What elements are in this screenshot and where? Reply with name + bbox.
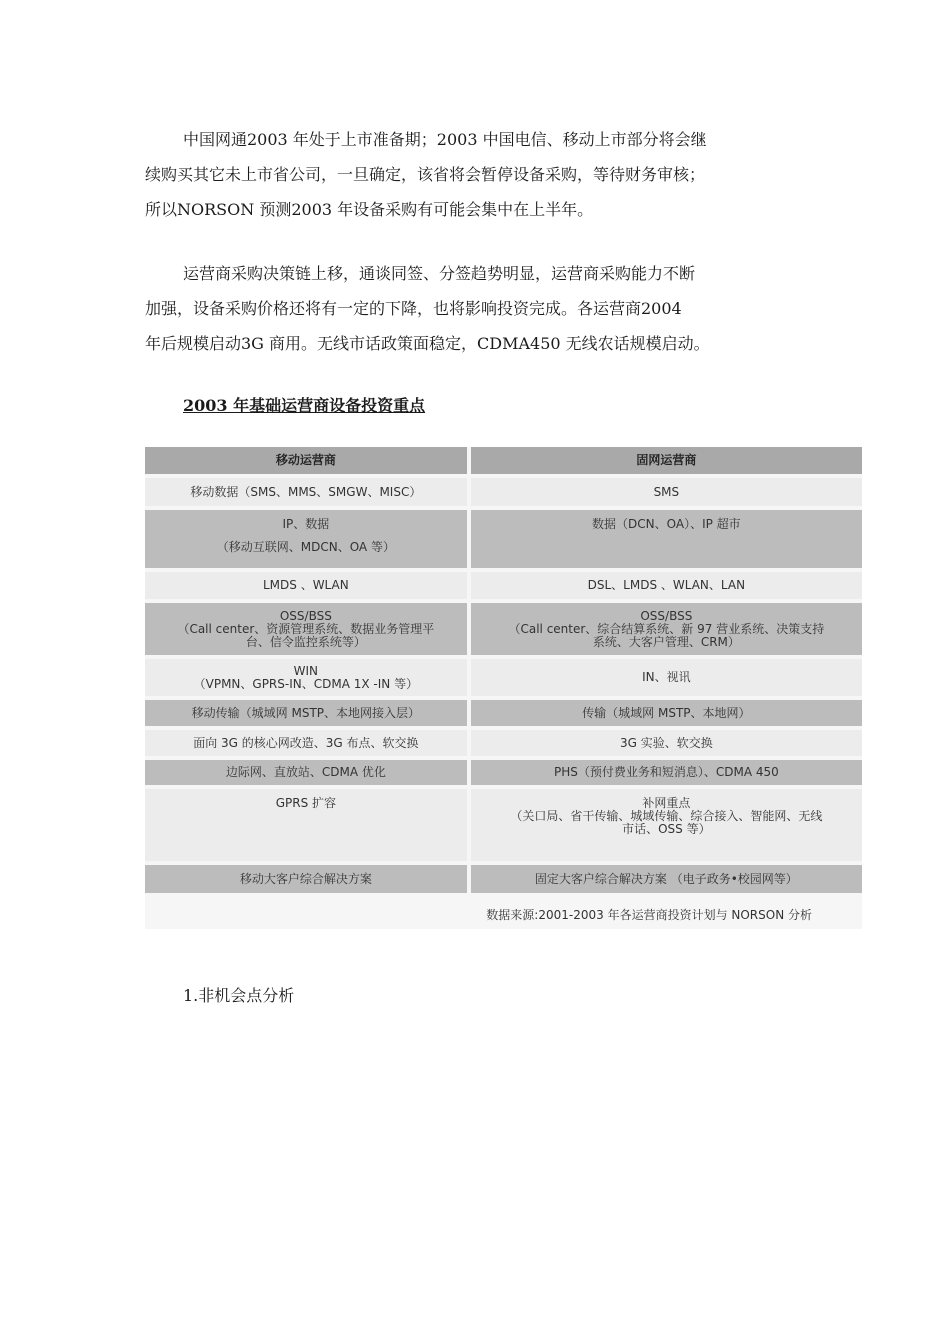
cell-line: 面向 3G 的核心网改造、3G 布点、软交换 <box>193 735 419 750</box>
paragraph-line: 中国网通2003 年处于上市准备期；2003 中国电信、移动上市部分将会继 <box>183 130 707 149</box>
table-row <box>145 730 862 756</box>
cell-fixed <box>471 510 862 568</box>
cell-mobile <box>145 789 471 861</box>
cell-fixed <box>471 603 862 655</box>
cell-fixed <box>471 760 862 785</box>
cell-line: 传输（城域网 MSTP、本地网） <box>582 705 751 720</box>
cell-line: （移动互联网、MDCN、OA 等） <box>216 540 395 554</box>
investment-table <box>145 443 862 897</box>
cell-line: （Call center、综合结算系统、新 97 营业系统、决策支持 <box>508 621 825 636</box>
section-heading: 1.非机会点分析 <box>183 986 295 1005</box>
table-row <box>145 603 862 655</box>
cell-line: OSS/BSS <box>640 608 693 623</box>
cell-mobile <box>145 478 471 506</box>
cell-mobile <box>145 760 471 785</box>
table-row <box>145 760 862 785</box>
cell-fixed <box>471 659 862 696</box>
cell-fixed <box>471 730 862 756</box>
paragraph-line: 续购买其它未上市省公司，一旦确定，该省将会暂停设备采购，等待财务审核； <box>145 165 706 184</box>
cell-line: 系统、大客户管理、CRM） <box>592 634 740 649</box>
cell-mobile <box>145 510 471 568</box>
table-title: 2003 年基础运营商设备投资重点 <box>183 396 426 415</box>
data-source-note: 数据来源:2001-2003 年各运营商投资计划与 NORSON 分析 <box>486 908 812 922</box>
table-row <box>145 659 862 696</box>
table-row <box>145 510 862 568</box>
cell-fixed <box>471 572 862 599</box>
paragraph-line: 所以NORSON 预测2003 年设备采购有可能会集中在上半年。 <box>145 200 594 219</box>
cell-mobile <box>145 659 471 696</box>
cell-line: （VPMN、GPRS-IN、CDMA 1X -IN 等） <box>193 676 419 691</box>
table-row <box>145 572 862 599</box>
cell-line: DSL、LMDS 、WLAN、LAN <box>587 578 746 592</box>
table-header-row <box>145 447 862 474</box>
cell-line: 3G 实验、软交换 <box>619 735 713 750</box>
cell-line: 固定大客户综合解决方案 （电子政务•校园网等） <box>534 871 798 886</box>
cell-line: OSS/BSS <box>279 608 332 623</box>
header-fixed-operator: 固网运营商 <box>471 447 862 474</box>
cell-line: 边际网、直放站、CDMA 优化 <box>225 765 386 779</box>
paragraph-line: 运营商采购决策链上移，通谈同签、分签趋势明显，运营商采购能力不断 <box>183 264 696 283</box>
cell-line: 市话、OSS 等） <box>622 822 711 836</box>
cell-line: GPRS 扩容 <box>275 796 337 810</box>
paragraph-line: 年后规模启动3G 商用。无线市话政策面稳定，CDMA450 无线农话规模启动。 <box>145 334 710 353</box>
cell-line: 补网重点 <box>642 796 691 810</box>
paragraph-line: 加强，设备采购价格还将有一定的下降，也将影响投资完成。各运营商2004 <box>145 299 682 318</box>
cell-mobile <box>145 572 471 599</box>
paragraph-listing-schedule <box>145 122 810 227</box>
cell-line: SMS <box>653 484 680 499</box>
table-body <box>145 478 862 893</box>
cell-fixed <box>471 865 862 893</box>
table-row <box>145 700 862 726</box>
cell-line: LMDS 、WLAN <box>262 578 349 592</box>
cell-line: WIN <box>293 663 319 678</box>
cell-line: PHS（预付费业务和短消息）、CDMA 450 <box>553 765 779 779</box>
cell-mobile <box>145 730 471 756</box>
table-row <box>145 478 862 506</box>
cell-line: 移动大客户综合解决方案 <box>239 871 372 886</box>
cell-line: 台、信令监控系统等） <box>245 634 366 649</box>
cell-line: IN、视讯 <box>642 670 691 684</box>
investment-table-figure <box>145 447 862 929</box>
paragraph-procurement-trend <box>145 256 810 361</box>
cell-line: 移动传输（城域网 MSTP、本地网接入层） <box>191 705 421 720</box>
cell-mobile <box>145 865 471 893</box>
table-row <box>145 865 862 893</box>
cell-fixed <box>471 478 862 506</box>
cell-line: 数据（DCN、OA）、IP 超市 <box>592 517 741 531</box>
cell-fixed <box>471 700 862 726</box>
header-mobile-operator: 移动运营商 <box>145 447 471 474</box>
cell-fixed <box>471 789 862 861</box>
cell-line: （Call center、资源管理系统、数据业务管理平 <box>177 621 435 636</box>
cell-line: （关口局、省干传输、城域传输、综合接入、智能网、无线 <box>510 809 823 823</box>
cell-line: IP、数据 <box>282 517 330 531</box>
cell-line: 移动数据（SMS、MMS、SMGW、MISC） <box>190 484 422 499</box>
cell-mobile <box>145 700 471 726</box>
cell-mobile <box>145 603 471 655</box>
table-row <box>145 789 862 861</box>
